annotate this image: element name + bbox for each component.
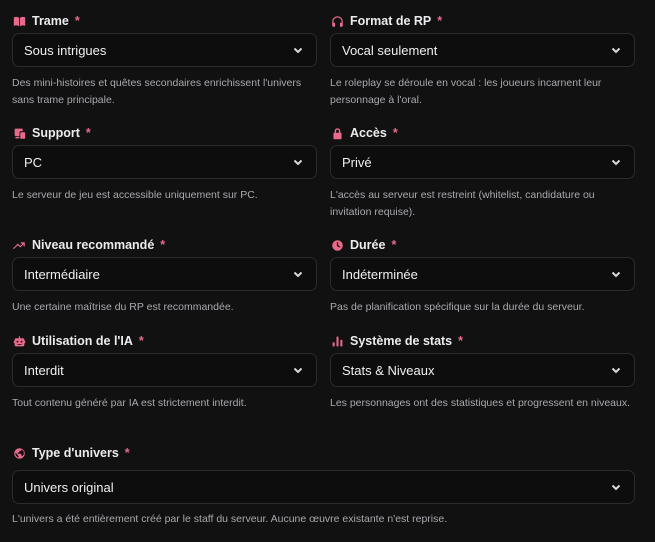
clock-icon bbox=[330, 238, 344, 252]
field-trame bbox=[12, 13, 317, 108]
chevron-down-icon bbox=[610, 481, 622, 493]
select-value: Sous intrigues bbox=[24, 42, 107, 58]
robot-icon bbox=[12, 334, 26, 348]
devices-icon bbox=[12, 126, 26, 140]
required-marker: * bbox=[458, 334, 464, 348]
ia-select[interactable] bbox=[12, 353, 317, 387]
globe-icon bbox=[12, 446, 26, 460]
required-marker: * bbox=[138, 334, 144, 348]
field-label: Trame * bbox=[12, 13, 317, 29]
field-systeme-stats bbox=[330, 333, 635, 412]
chevron-down-icon bbox=[292, 364, 304, 376]
format-rp-select[interactable] bbox=[330, 33, 635, 67]
trending-up-icon bbox=[12, 238, 26, 252]
field-label: Type d'univers * bbox=[12, 445, 635, 461]
select-value: PC bbox=[24, 154, 43, 170]
required-marker: * bbox=[74, 14, 80, 28]
field-label: Format de RP * bbox=[330, 13, 635, 29]
required-marker: * bbox=[392, 126, 398, 140]
required-marker: * bbox=[160, 238, 166, 252]
field-label: Utilisation de l'IA * bbox=[12, 333, 317, 349]
chevron-down-icon bbox=[292, 156, 304, 168]
select-value: Intermédiaire bbox=[24, 266, 100, 282]
support-select[interactable] bbox=[12, 145, 317, 179]
field-label: Support * bbox=[12, 125, 317, 141]
chevron-down-icon bbox=[610, 44, 622, 56]
chevron-down-icon bbox=[610, 268, 622, 280]
field-description: L'univers a été entièrement créé par le staff du serveur. Aucune œuvre existante n'est reprise. bbox=[12, 513, 448, 525]
field-description: Une certaine maîtrise du RP est recommandée. bbox=[12, 301, 234, 313]
field-label: Durée * bbox=[330, 237, 635, 253]
field-utilisation-ia bbox=[12, 333, 317, 412]
type-univers-select[interactable] bbox=[12, 470, 635, 504]
chevron-down-icon bbox=[292, 268, 304, 280]
required-marker: * bbox=[391, 238, 397, 252]
stats-select[interactable] bbox=[330, 353, 635, 387]
field-description: L'accès au serveur est restreint (whitelist, candidature ou invitation requise). bbox=[330, 189, 595, 218]
bar-chart-icon bbox=[330, 334, 344, 348]
field-description: Pas de planification spécifique sur la durée du serveur. bbox=[330, 301, 585, 313]
select-value: Privé bbox=[342, 154, 372, 170]
required-marker: * bbox=[85, 126, 91, 140]
headphones-icon bbox=[330, 14, 344, 28]
field-description: Le serveur de jeu est accessible uniquement sur PC. bbox=[12, 189, 258, 201]
required-marker: * bbox=[437, 14, 443, 28]
field-description: Les personnages ont des statistiques et progressent en niveaux. bbox=[330, 397, 631, 409]
field-description: Tout contenu généré par IA est strictement interdit. bbox=[12, 397, 247, 409]
chevron-down-icon bbox=[610, 364, 622, 376]
field-label: Accès * bbox=[330, 125, 635, 141]
acces-select[interactable] bbox=[330, 145, 635, 179]
select-value: Vocal seulement bbox=[342, 42, 438, 58]
select-value: Stats & Niveaux bbox=[342, 362, 435, 378]
chevron-down-icon bbox=[610, 156, 622, 168]
field-description: Le roleplay se déroule en vocal : les joueurs incarnent leur personnage à l'oral. bbox=[330, 77, 602, 106]
required-marker: * bbox=[124, 446, 130, 460]
duree-select[interactable] bbox=[330, 257, 635, 291]
chevron-down-icon bbox=[292, 44, 304, 56]
book-open-icon bbox=[12, 14, 26, 28]
field-description: Des mini-histoires et quêtes secondaires enrichissent l'univers sans trame principale. bbox=[12, 77, 302, 106]
niveau-select[interactable] bbox=[12, 257, 317, 291]
select-value: Univers original bbox=[24, 479, 114, 495]
field-niveau-recommande bbox=[12, 237, 317, 316]
lock-icon bbox=[330, 126, 344, 140]
field-label: Niveau recommandé * bbox=[12, 237, 317, 253]
select-value: Interdit bbox=[24, 362, 64, 378]
field-duree bbox=[330, 237, 635, 316]
field-label: Système de stats * bbox=[330, 333, 635, 349]
field-support bbox=[12, 125, 317, 204]
field-format-rp bbox=[330, 13, 635, 108]
field-type-univers bbox=[12, 445, 635, 528]
field-acces bbox=[330, 125, 635, 220]
trame-select[interactable] bbox=[12, 33, 317, 67]
select-value: Indéterminée bbox=[342, 266, 418, 282]
